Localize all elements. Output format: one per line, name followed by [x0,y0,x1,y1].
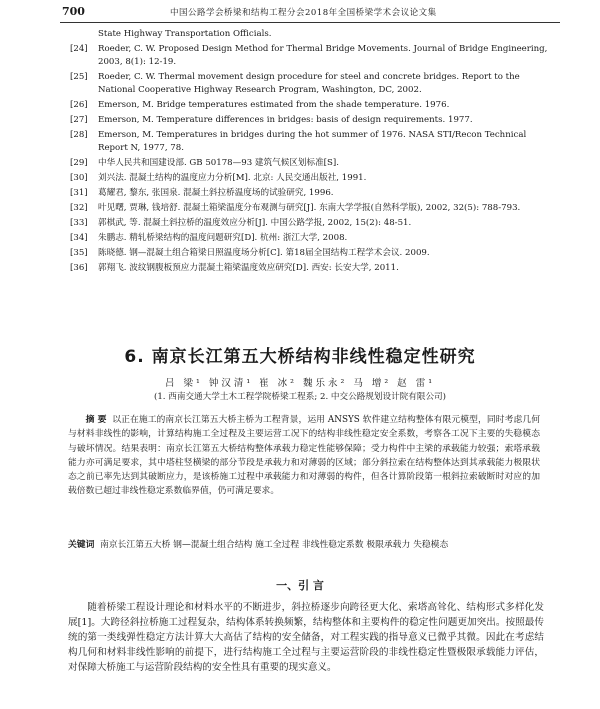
reference-item [70,217,550,230]
reference-text: 朱鹏志. 精轧桥梁结构的温度问题研究[D]. 杭州: 浙江大学, 2008. [98,233,348,243]
reference-item [70,28,550,41]
reference-item [70,172,550,185]
reference-number: [28] [70,130,88,140]
reference-text: Roeder, C. W. Proposed Design Method for Thermal Bridge Movements. Journal of Bridge Engineering, 2003, 8(1): 12-19. [98,44,548,67]
keywords-label: 关键词 [68,540,95,550]
reference-text: 郭翔飞. 波纹钢腹板预应力混凝土箱梁温度效应研究[D]. 西安: 长安大学, 2011. [98,263,399,273]
reference-number: [34] [70,233,88,243]
reference-number: [30] [70,173,88,183]
keywords-paragraph [68,538,540,552]
page-number: 700 [62,5,85,18]
reference-text: 中华人民共和国建设部. GB 50178—93 建筑气候区划标准[S]. [98,158,339,168]
reference-number: [33] [70,218,88,228]
reference-item [70,129,550,155]
reference-item [70,99,550,112]
reference-item [70,114,550,127]
abstract-paragraph [68,413,540,499]
abstract-label: 摘 要 [85,415,107,425]
reference-item [70,157,550,170]
reference-number: [26] [70,100,88,110]
keywords-text: 南京长江第五大桥 钢—混凝土组合结构 施工全过程 非线性稳定系数 极限承载力 失稳模态 [100,540,449,550]
reference-item [70,247,550,260]
page-header [0,0,600,30]
reference-text: Emerson, M. Temperature differences in bridges: basis of design requirements. 1977. [98,115,473,125]
reference-text: Roeder, C. W. Thermal movement design procedure for steel and concrete bridges. Report to the National Cooperative Highway Research Program, Washington, DC, 2002. [98,72,520,95]
reference-text: 叶见曙, 贾琳, 钱培舒. 混凝土箱梁温度分布观测与研究[J]. 东南大学学报(自然科学版), 2002, 32(5): 788-793. [98,203,521,213]
reference-number: [32] [70,203,88,213]
author-list: 吕 梁¹ 钟汉清¹ 崔 冰² 魏乐永² 马 增² 赵 雷¹ [164,378,436,389]
reference-item [70,187,550,200]
reference-number: [27] [70,115,88,125]
intro-paragraph: 随着桥梁工程设计理论和材料水平的不断进步，斜拉桥逐步向跨径更大化、索塔高耸化、结构形式多样化发展[1]。大跨径斜拉桥施工过程复杂，结构体系转换频繁，结构整体和主要构件的稳定性问题更加突出。按照最传统的第一类线弹性稳定方法计算大大高估了结构的安全储备，对工程实践的指导意义已微乎其微。因此在考虑结构几何和材料非线性影响的前提下，进行结构施工全过程与主要运营阶段的非线性稳定性暨极限承载能力评估，对保障大桥施工与运营阶段结构的安全性具有重要的现实意义。 [68,602,544,673]
reference-item [70,232,550,245]
reference-number: [29] [70,158,88,168]
reference-text: Emerson, M. Temperatures in bridges during the hot summer of 1976. NASA STI/Recon Technical Report N, 1977, 78. [98,130,527,153]
reference-text: 陈晓德. 钢—混凝土组合箱梁日照温度场分析[C]. 第18届全国结构工程学术会议. 2009. [98,248,430,258]
reference-number: [25] [70,72,88,82]
reference-number: [35] [70,248,88,258]
reference-item [70,202,550,215]
running-head: 中国公路学会桥梁和结构工程分会2018年全国桥梁学术会议论文集 [170,8,437,18]
reference-text: 郭棋武, 等. 混凝土斜拉桥的温度效应分析[J]. 中国公路学报, 2002, 15(2): 48-51. [98,218,412,228]
section-heading: 一、引 言 [276,579,324,592]
reference-item [70,71,550,97]
reference-number: [24] [70,44,88,54]
reference-text: State Highway Transportation Officials. [98,29,272,39]
reference-text: 葛耀君, 黎东, 张国泉. 混凝土斜拉桥温度场的试验研究, 1996. [98,188,334,198]
affiliations: (1. 西南交通大学土木工程学院桥梁工程系; 2. 中交公路规划设计院有限公司) [153,392,446,402]
paper-title: 6. 南京长江第五大桥结构非线性稳定性研究 [124,347,476,367]
reference-text: 刘兴法. 混凝土结构的温度应力分析[M]. 北京: 人民交通出版社, 1991. [98,173,367,183]
reference-item [70,43,550,69]
header-rule [60,22,560,23]
reference-item [70,262,550,275]
abstract-text: 以正在施工的南京长江第五大桥主桥为工程背景，运用 ANSYS 软件建立结构整体有限元模型，同时考虑几何与材料非线性的影响，计算结构施工全过程及主要运营工况下的结构非线性稳定安全系数，考察各工况下主要的失稳模态与破坏情况。结果表明：南京长江第五大桥结构整体承载力稳定性能够保障；受力构件中主梁的承载能力较强；索塔承载能力亦可满足要求，其中塔柱竖横梁的部分节段是承载力和对薄弱的区域；部分斜拉索在结构整体达到其承载能力极限状态之前已率先达到其破断应力，是该桥施工过程中承载能力和对薄弱的构件，但各计算阶段第一根斜拉索破断时对应的加载倍数已超过非线性稳定系数临界值，仍可满足要求。 [68,415,540,497]
reference-text: Emerson, M. Bridge temperatures estimated from the shade temperature. 1976. [98,100,450,110]
reference-number: [31] [70,188,88,198]
reference-number: [36] [70,263,88,273]
reference-list [70,28,550,277]
